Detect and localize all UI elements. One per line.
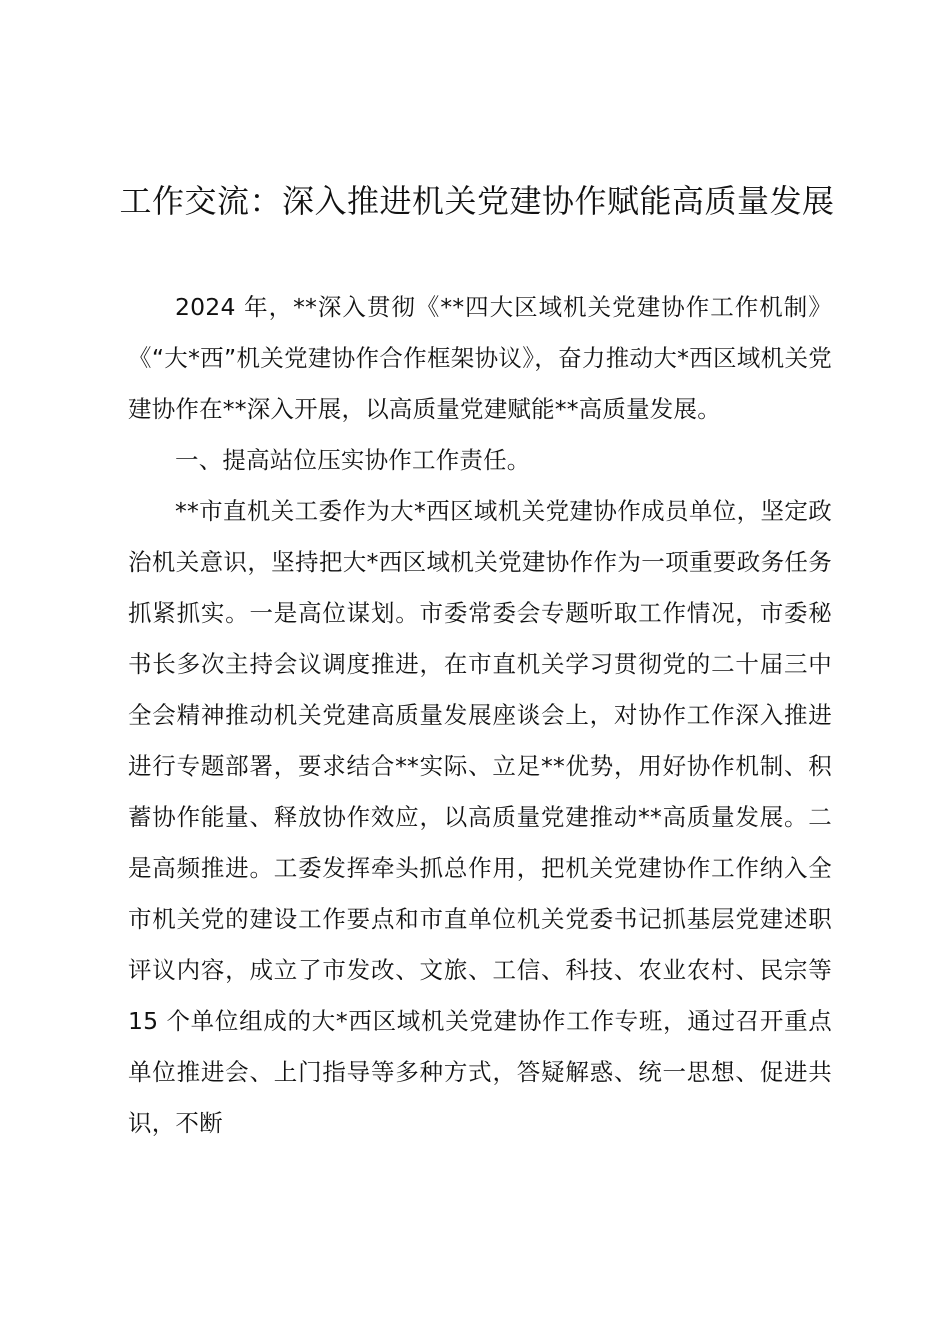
document-title: 工作交流：深入推进机关党建协作赋能高质量发展 — [119, 182, 835, 220]
section-heading-1: 一、提高站位压实协作工作责任。 — [175, 446, 531, 474]
paragraph-section-1: **市直机关工委作为大*西区域机关党建协作成员单位，坚定政治机关意识，坚持把大*西区域机关党建协作作为一项重要政务任务抓紧抓实。一是高位谋划。市委常委会专题听取工作情况，市委秘书长多次主持会议调度推进，在市直机关学习贯彻党的二十届三中全会精神推动机关党建高质量发展座谈会上，对协作工作深入推进进行专题部署，要求结合**实际、立足**优势，用好协作机制、积蓄协作能量、释放协作效应，以高质量党建推动**高质量发展。二是高频推进。工委发挥牵头抓总作用，把机关党建协作工作纳入全市机关党的建设工作要点和市直单位机关党委书记抓基层党建述职评议内容，成立了市发改、文旅、工信、科技、农业农村、民宗等 15 个单位组成的大*西区域机关党建协作工作专班，通过召开重点单位推进会、上门指导等多种方式，答疑解惑、统一思想、促进共识，不断 — [128, 497, 832, 1137]
paragraph-intro: 2024 年，**深入贯彻《**四大区域机关党建协作工作机制》《“大*西”机关党建协作合作框架协议》，奋力推动大*西区域机关党建协作在**深入开展，以高质量党建赋能**高质量发展。 — [128, 293, 832, 423]
document-body — [128, 282, 832, 1149]
